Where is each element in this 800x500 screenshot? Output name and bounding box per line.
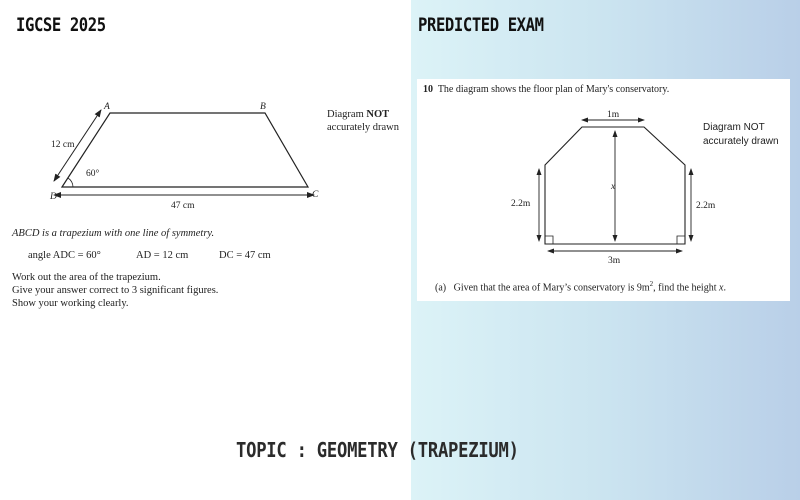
vertex-c-label: C <box>312 190 319 200</box>
angle-arc <box>68 178 73 187</box>
part-a-question: (a) Given that the area of Mary’s conservatory is $9m^2$, find the height x. <box>435 280 726 294</box>
base-label: 3m <box>608 256 621 266</box>
diagram-note-right: Diagram NOT accurately drawn <box>703 122 779 147</box>
vertex-b-label: B <box>260 102 266 112</box>
instruction-line-2: Give your answer correct to 3 significant figures. <box>12 285 219 296</box>
height-label: x <box>611 182 616 192</box>
right-side-label: 2.2m <box>696 201 716 211</box>
vertex-d-label: D <box>50 192 57 202</box>
side-dc-label: 47 cm <box>171 201 195 211</box>
instruction-line-1: Work out the area of the trapezium. <box>12 272 161 283</box>
left-side-label: 2.2m <box>511 199 531 209</box>
given-dc: DC = 47 cm <box>219 250 271 261</box>
right-angle-right <box>677 236 685 244</box>
left-header-title: IGCSE 2025 <box>16 14 106 36</box>
diagram-note-left: Diagram NOT accurately drawn <box>327 109 399 133</box>
right-angle-left <box>545 236 553 244</box>
topic-caption: TOPIC : GEOMETRY (TRAPEZIUM) <box>236 438 519 462</box>
question-intro: 10 The diagram shows the floor plan of Mary's conservatory. <box>423 84 670 95</box>
given-ad: AD = 12 cm <box>136 250 189 261</box>
question-card <box>417 79 790 301</box>
vertex-a-label: A <box>104 102 110 112</box>
top-width-label: 1m <box>607 110 620 120</box>
side-ad-label: 12 cm <box>51 140 75 150</box>
right-header-title: PREDICTED EXAM <box>418 14 544 36</box>
instruction-line-3: Show your working clearly. <box>12 298 129 309</box>
given-angle: angle ADC = 60° <box>28 250 101 261</box>
angle-label: 60° <box>86 169 100 179</box>
question-statement: ABCD is a trapezium with one line of symmetry. <box>12 228 215 239</box>
conservatory-diagram <box>417 79 790 301</box>
